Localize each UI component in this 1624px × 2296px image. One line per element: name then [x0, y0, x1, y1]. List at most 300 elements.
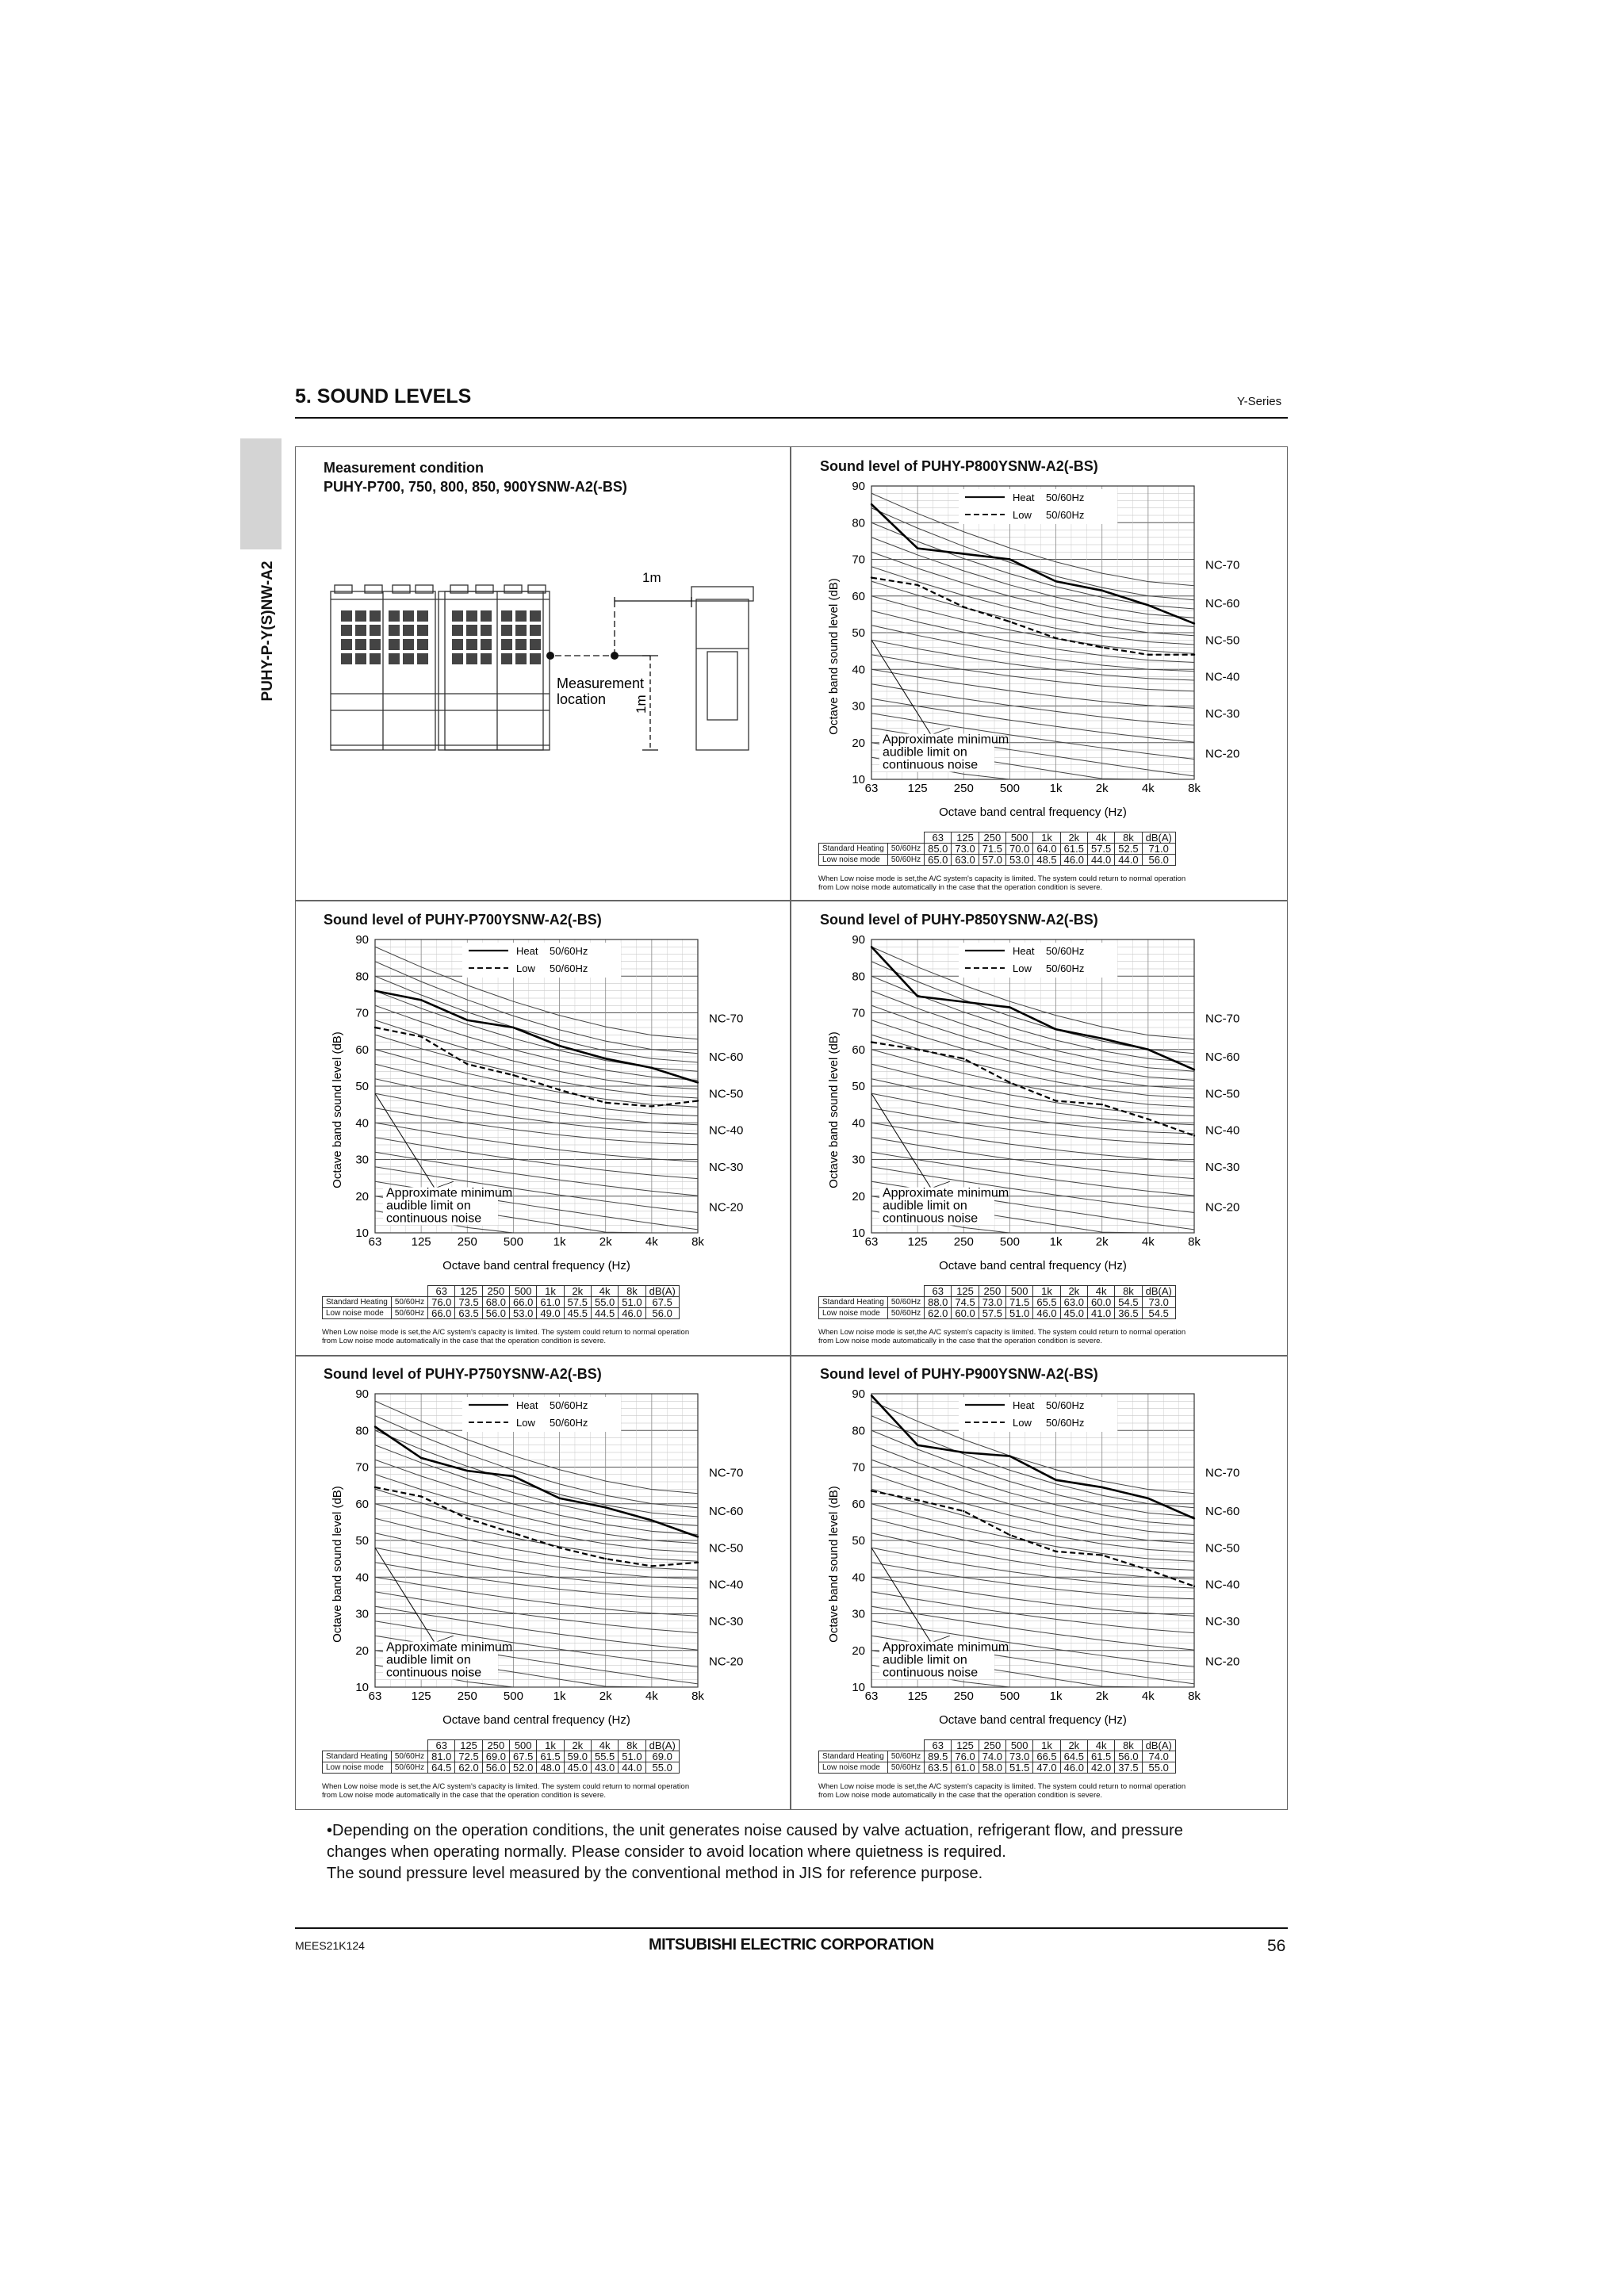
panel-p850 [820, 912, 1098, 928]
guide-curve [375, 1460, 698, 1534]
y-tick-label: 90 [852, 1387, 865, 1401]
y-tick-label: 40 [852, 663, 865, 677]
table-corner [391, 1286, 427, 1297]
point-low [1009, 1081, 1010, 1083]
table-header-cell: 125 [952, 1286, 979, 1297]
chart-p800 [820, 478, 1280, 819]
footnote-line-2: changes when operating normally. Please consider to avoid location where quietness is required. [327, 1843, 1006, 1861]
chart-p900 [820, 1386, 1280, 1727]
note-p800 [818, 874, 1262, 892]
table-cell: 46.0 [619, 1308, 645, 1319]
table-cell: 58.0 [979, 1762, 1005, 1774]
table-cell: 48.0 [537, 1762, 564, 1774]
table-cell: 59.0 [564, 1751, 591, 1762]
y-tick-label: 20 [355, 1644, 369, 1658]
point-heat [420, 1457, 422, 1459]
legend-low-freq: 50/60Hz [1046, 962, 1085, 974]
series-low-line [871, 1491, 1194, 1586]
nc-curve-label: NC-50 [709, 1087, 744, 1101]
guide-curve [871, 1123, 1194, 1161]
y-tick-label: 40 [355, 1571, 369, 1585]
x-tick-label: 8k [691, 1689, 704, 1703]
chart-p850 [820, 932, 1280, 1272]
legend-heat-freq: 50/60Hz [550, 945, 588, 957]
nc-curve-label: NC-20 [709, 1655, 744, 1669]
table-cell: 74.5 [952, 1297, 979, 1308]
x-tick-label: 500 [503, 1235, 523, 1249]
nc-curve-label: NC-40 [1205, 670, 1240, 684]
table-cell-dba: 74.0 [1142, 1751, 1175, 1762]
table-cell: 69.0 [482, 1751, 509, 1762]
nc-curve-label: NC-20 [709, 1200, 744, 1215]
legend-heat-label: Heat [1013, 1399, 1035, 1411]
legend-bg [462, 943, 621, 978]
table-cell: 66.5 [1033, 1751, 1060, 1762]
table-cell: 45.0 [1060, 1308, 1087, 1319]
approx-label-2: audible limit on [883, 745, 967, 760]
y-tick-label: 10 [852, 1226, 865, 1240]
table-header-cell: 125 [455, 1286, 482, 1297]
guide-curve [871, 552, 1194, 626]
y-tick-label: 30 [852, 1153, 865, 1167]
table-header-cell: 500 [1006, 1740, 1033, 1751]
note-p900 [818, 1782, 1262, 1800]
guide-curve [375, 1123, 698, 1161]
table-cell: 76.0 [428, 1297, 455, 1308]
table-cell: 63.5 [455, 1308, 482, 1319]
point-low [466, 1517, 468, 1519]
point-heat [605, 1058, 607, 1059]
note-line-1: When Low noise mode is set,the A/C system's capacity is limited. The system could return to normal operation [818, 874, 1186, 883]
legend-heat-label: Heat [516, 945, 538, 957]
nc-curve-label: NC-60 [1205, 1505, 1240, 1518]
x-tick-label: 1k [553, 1689, 566, 1703]
note-line-2: from Low noise mode automatically in the case that the operation condition is severe. [818, 883, 1103, 892]
measurement-panel [324, 458, 627, 496]
x-tick-label: 500 [503, 1689, 523, 1703]
point-heat [871, 503, 872, 505]
note-line-1: When Low noise mode is set,the A/C system's capacity is limited. The system could return to normal operation [322, 1328, 690, 1337]
y-axis-label: Octave band sound level (dB) [331, 1486, 344, 1643]
nc-curve-label: NC-70 [1205, 558, 1240, 572]
legend-low-label: Low [1013, 962, 1032, 974]
approx-label-2: audible limit on [883, 1653, 967, 1667]
nc-curve-label: NC-70 [1205, 1012, 1240, 1026]
table-header-cell: 1k [1033, 1286, 1060, 1297]
table-header-cell: 500 [1006, 1286, 1033, 1297]
table-cell: 46.0 [1060, 855, 1087, 866]
approx-label-1: Approximate minimum [883, 733, 1009, 747]
point-heat [871, 946, 872, 947]
legend-heat-label: Heat [1013, 492, 1035, 503]
approx-label-3: continuous noise [883, 1666, 979, 1680]
table-cell: 72.5 [455, 1751, 482, 1762]
y-tick-label: 10 [852, 773, 865, 786]
row-hz: 50/60Hz [391, 1762, 427, 1774]
x-tick-label: 125 [411, 1689, 431, 1703]
y-tick-label: 50 [852, 1534, 865, 1548]
approx-label-1: Approximate minimum [386, 1640, 513, 1655]
row-hz: 50/60Hz [887, 1297, 924, 1308]
point-low [1147, 654, 1149, 656]
note-line-1: When Low noise mode is set,the A/C system's capacity is limited. The system could return to normal operation [322, 1782, 690, 1791]
row-label-low: Low noise mode [819, 1308, 888, 1319]
y-tick-label: 40 [355, 1116, 369, 1131]
x-tick-label: 1k [553, 1235, 566, 1249]
y-tick-label: 90 [852, 933, 865, 947]
nc-curve-label: NC-50 [1205, 1541, 1240, 1556]
table-header-cell: 8k [1115, 832, 1142, 844]
nc-curve-label: NC-70 [709, 1012, 744, 1026]
y-tick-label: 10 [355, 1226, 369, 1240]
nc-curve-label: NC-50 [1205, 1087, 1240, 1101]
point-low [512, 1533, 514, 1534]
table-header-cell: 1k [537, 1740, 564, 1751]
legend-low-freq: 50/60Hz [1046, 509, 1085, 521]
x-tick-label: 63 [864, 1235, 879, 1249]
table-header-cell: 500 [510, 1286, 537, 1297]
legend-heat-label: Heat [516, 1399, 538, 1411]
nc-curve-label: NC-30 [1205, 1160, 1240, 1174]
x-tick-label: 4k [1141, 1689, 1155, 1703]
unit-side [696, 599, 749, 750]
y-tick-label: 40 [852, 1571, 865, 1585]
point-low [697, 1100, 699, 1101]
point-low [1193, 1135, 1195, 1136]
point-low [1009, 1534, 1010, 1536]
row-label-low: Low noise mode [323, 1308, 392, 1319]
table-cell: 73.0 [1006, 1751, 1033, 1762]
nc-curve-label: NC-40 [709, 1123, 744, 1138]
table-cell: 66.0 [510, 1297, 537, 1308]
point-heat [697, 1081, 699, 1083]
table-cell: 55.0 [591, 1297, 618, 1308]
table-cell-dba: 54.5 [1142, 1308, 1175, 1319]
nc-curve-label: NC-30 [709, 1160, 744, 1174]
row-hz: 50/60Hz [887, 1762, 924, 1774]
table-cell: 51.0 [619, 1751, 645, 1762]
nc-curve-label: NC-40 [1205, 1578, 1240, 1592]
table-header-dba: dB(A) [645, 1286, 679, 1297]
point-heat [963, 1001, 964, 1002]
y-tick-label: 80 [852, 516, 865, 530]
point-heat [466, 1470, 468, 1471]
guide-curve [871, 1005, 1194, 1080]
measurement-diagram [317, 555, 777, 777]
point-heat [1147, 604, 1149, 606]
table-cell: 46.0 [1060, 1762, 1087, 1774]
table-cell: 62.0 [455, 1762, 482, 1774]
point-heat [1147, 1049, 1149, 1050]
table-corner [323, 1740, 392, 1751]
point-heat [374, 1425, 376, 1427]
point-low [917, 1499, 918, 1501]
y-tick-label: 50 [852, 1080, 865, 1093]
guide-curve [871, 669, 1194, 708]
table-cell: 60.0 [1087, 1297, 1114, 1308]
x-axis-label: Octave band central frequency (Hz) [939, 1713, 1127, 1727]
table-header-cell: 125 [952, 832, 979, 844]
point-low [917, 1049, 918, 1050]
table-header-cell: 2k [1060, 1286, 1087, 1297]
table-cell: 49.0 [537, 1308, 564, 1319]
table-cell-dba: 56.0 [645, 1308, 679, 1319]
table-cell: 65.5 [1033, 1297, 1060, 1308]
approx-label-2: audible limit on [883, 1199, 967, 1213]
legend-bg [959, 943, 1117, 978]
table-cell: 36.5 [1115, 1308, 1142, 1319]
point-heat [1193, 1517, 1195, 1519]
y-tick-label: 60 [852, 1043, 865, 1057]
approx-label-3: continuous noise [386, 1211, 482, 1226]
company-name: MITSUBISHI ELECTRIC CORPORATION [649, 1936, 934, 1954]
x-tick-label: 1k [1049, 1235, 1063, 1249]
table-cell: 61.5 [537, 1751, 564, 1762]
y-tick-label: 70 [355, 1460, 369, 1475]
point-heat [466, 1020, 468, 1021]
chart-title-p800: Sound level of PUHY-P800YSNW-A2(-BS) [820, 458, 1098, 474]
table-cell-dba: 73.0 [1142, 1297, 1175, 1308]
table-header-cell: 250 [979, 1740, 1005, 1751]
approx-label-2: audible limit on [386, 1653, 471, 1667]
table-header-cell: 4k [1087, 1740, 1114, 1751]
row-hz: 50/60Hz [887, 844, 924, 855]
point-heat [512, 1027, 514, 1028]
table-corner [819, 1286, 888, 1297]
chart-p750 [324, 1386, 783, 1727]
x-tick-label: 250 [953, 1689, 974, 1703]
section-title: 5. SOUND LEVELS [295, 385, 472, 408]
table-cell: 71.5 [979, 844, 1005, 855]
y-tick-label: 80 [355, 970, 369, 984]
table-cell: 46.0 [1033, 1308, 1060, 1319]
approx-label-1: Approximate minimum [386, 1186, 513, 1200]
legend-bg [462, 1397, 621, 1432]
legend-bg [959, 489, 1117, 524]
x-tick-label: 125 [907, 1689, 928, 1703]
table-header-cell: 250 [482, 1740, 509, 1751]
table-cell-dba: 67.5 [645, 1297, 679, 1308]
point-heat [605, 1506, 607, 1508]
side-tab-label: PUHY-P-Y(S)NW-A2 [259, 561, 276, 702]
x-axis-label: Octave band central frequency (Hz) [939, 806, 1127, 819]
table-header-cell: 250 [482, 1286, 509, 1297]
legend-low-label: Low [516, 1417, 535, 1429]
table-cell: 60.0 [952, 1308, 979, 1319]
x-tick-label: 2k [1095, 782, 1109, 795]
series-label: Y-Series [1237, 395, 1282, 408]
nc-curve-label: NC-30 [1205, 1614, 1240, 1628]
y-tick-label: 50 [355, 1534, 369, 1548]
x-tick-label: 125 [411, 1235, 431, 1249]
table-cell: 44.0 [619, 1762, 645, 1774]
legend-heat-freq: 50/60Hz [1046, 945, 1085, 957]
table-cell-dba: 71.0 [1142, 844, 1175, 855]
table-cell: 52.0 [510, 1762, 537, 1774]
table-cell: 51.0 [1006, 1308, 1033, 1319]
table-corner [391, 1740, 427, 1751]
table-corner [819, 832, 888, 844]
point-low [1193, 654, 1195, 656]
table-cell: 44.0 [1087, 855, 1114, 866]
table-header-cell: 63 [925, 832, 952, 844]
x-tick-label: 500 [999, 782, 1020, 795]
table-header-cell: 4k [591, 1740, 618, 1751]
table-header-cell: 8k [1115, 1740, 1142, 1751]
table-header-cell: 125 [455, 1740, 482, 1751]
point-heat [1101, 1038, 1103, 1039]
nc-curve-label: NC-60 [709, 1050, 744, 1064]
x-tick-label: 8k [691, 1235, 704, 1249]
table-header-dba: dB(A) [1142, 832, 1175, 844]
point-low [1055, 1100, 1056, 1101]
chart-title-p700: Sound level of PUHY-P700YSNW-A2(-BS) [324, 912, 602, 928]
point-heat [1193, 622, 1195, 624]
point-heat [512, 1475, 514, 1477]
nc-curve-label: NC-30 [709, 1614, 744, 1628]
table-header-cell: 250 [979, 832, 1005, 844]
table-cell-dba: 69.0 [645, 1751, 679, 1762]
row-label-standard: Standard Heating [819, 1297, 888, 1308]
point-low [466, 1063, 468, 1065]
x-tick-label: 250 [457, 1689, 477, 1703]
row-divider-2 [295, 1355, 1288, 1357]
table-header-cell: 1k [1033, 832, 1060, 844]
legend-low-freq: 50/60Hz [1046, 1417, 1085, 1429]
table-cell: 54.5 [1115, 1297, 1142, 1308]
y-tick-label: 60 [852, 589, 865, 603]
table-header-cell: 2k [564, 1286, 591, 1297]
table-corner [887, 832, 924, 844]
table-cell: 57.5 [564, 1297, 591, 1308]
legend-heat-freq: 50/60Hz [550, 1399, 588, 1411]
table-cell: 57.5 [979, 1308, 1005, 1319]
nc-curve-label: NC-50 [709, 1541, 744, 1556]
x-tick-label: 63 [864, 782, 879, 795]
y-tick-label: 90 [355, 1387, 369, 1401]
row-hz: 50/60Hz [391, 1297, 427, 1308]
table-cell: 47.0 [1033, 1762, 1060, 1774]
table-cell: 45.5 [564, 1308, 591, 1319]
table-cell: 56.0 [482, 1762, 509, 1774]
note-line-2: from Low noise mode automatically in the case that the operation condition is severe. [818, 1337, 1103, 1345]
approx-label-3: continuous noise [883, 758, 979, 772]
nc-curve-label: NC-20 [1205, 1200, 1240, 1215]
nc-curve-label: NC-40 [1205, 1123, 1240, 1138]
row-label-standard: Standard Heating [819, 844, 888, 855]
series-heat-line [375, 991, 698, 1083]
column-divider [790, 446, 791, 1810]
y-tick-label: 80 [852, 970, 865, 984]
table-cell: 44.0 [1115, 855, 1142, 866]
table-cell: 61.0 [952, 1762, 979, 1774]
y-tick-label: 10 [355, 1681, 369, 1694]
table-header-cell: 8k [1115, 1286, 1142, 1297]
legend-heat-freq: 50/60Hz [1046, 492, 1085, 503]
table-header-cell: 125 [952, 1740, 979, 1751]
table-header-cell: 1k [537, 1286, 564, 1297]
nc-curve-label: NC-30 [1205, 706, 1240, 721]
table-cell: 63.0 [1060, 1297, 1087, 1308]
x-tick-label: 8k [1188, 1689, 1201, 1703]
table-header-cell: 250 [979, 1286, 1005, 1297]
x-tick-label: 125 [907, 1235, 928, 1249]
legend-low-freq: 50/60Hz [550, 1417, 588, 1429]
footer-rule [295, 1927, 1288, 1929]
legend-bg [959, 1397, 1117, 1432]
x-tick-label: 250 [953, 782, 974, 795]
location-label-2: location [557, 691, 607, 707]
footnote-line-3: The sound pressure level measured by the conventional method in JIS for reference purpose. [327, 1865, 983, 1882]
approx-label-1: Approximate minimum [883, 1186, 1009, 1200]
approx-label-1: Approximate minimum [883, 1640, 1009, 1655]
x-tick-label: 1k [1049, 782, 1063, 795]
y-tick-label: 30 [355, 1153, 369, 1167]
table-header-cell: 63 [428, 1286, 455, 1297]
dim-horizontal: 1m [642, 570, 661, 585]
guide-curve [375, 991, 698, 1072]
y-tick-label: 70 [852, 1006, 865, 1020]
y-tick-label: 50 [852, 626, 865, 640]
table-cell: 52.5 [1115, 844, 1142, 855]
note-line-2: from Low noise mode automatically in the case that the operation condition is severe. [818, 1791, 1103, 1800]
table-header-cell: 2k [1060, 1740, 1087, 1751]
y-tick-label: 20 [852, 736, 865, 750]
point-heat [558, 1498, 560, 1499]
table-header-dba: dB(A) [645, 1740, 679, 1751]
footnote [327, 1820, 1183, 1885]
table-cell: 64.0 [1033, 844, 1060, 855]
point-heat [963, 1452, 964, 1453]
note-p700 [322, 1328, 766, 1345]
nc-curve-label: NC-20 [1205, 747, 1240, 761]
mic-point-2 [611, 652, 619, 660]
approx-label-3: continuous noise [386, 1666, 482, 1680]
y-tick-label: 90 [852, 480, 865, 493]
table-header-cell: 2k [564, 1740, 591, 1751]
x-tick-label: 4k [1141, 782, 1155, 795]
guide-curve [871, 991, 1194, 1072]
x-tick-label: 2k [1095, 1235, 1109, 1249]
x-tick-label: 500 [999, 1235, 1020, 1249]
table-header-cell: 8k [619, 1286, 645, 1297]
table-cell: 53.0 [1006, 855, 1033, 866]
point-heat [963, 553, 964, 554]
point-low [871, 576, 872, 578]
table-header-cell: 4k [1087, 832, 1114, 844]
point-low [917, 584, 918, 586]
point-low [1055, 637, 1056, 639]
footnote-line-1: •Depending on the operation conditions, the unit generates noise caused by valve actuation, refrigerant flow, and pressure [327, 1822, 1183, 1839]
row-label-standard: Standard Heating [323, 1751, 392, 1762]
series-low-line [871, 578, 1194, 655]
table-cell-dba: 55.0 [645, 1762, 679, 1774]
y-tick-label: 80 [355, 1424, 369, 1438]
guide-curve [375, 1445, 698, 1526]
table-cell: 67.5 [510, 1751, 537, 1762]
y-tick-label: 70 [355, 1006, 369, 1020]
point-heat [651, 1519, 653, 1521]
row-hz: 50/60Hz [391, 1308, 427, 1319]
approx-label-3: continuous noise [883, 1211, 979, 1226]
point-low [1147, 1118, 1149, 1119]
row-label-standard: Standard Heating [323, 1297, 392, 1308]
table-cell: 73.0 [952, 844, 979, 855]
y-tick-label: 70 [852, 1460, 865, 1475]
table-header-cell: 8k [619, 1740, 645, 1751]
point-heat [1101, 1487, 1103, 1488]
x-tick-label: 8k [1188, 782, 1201, 795]
